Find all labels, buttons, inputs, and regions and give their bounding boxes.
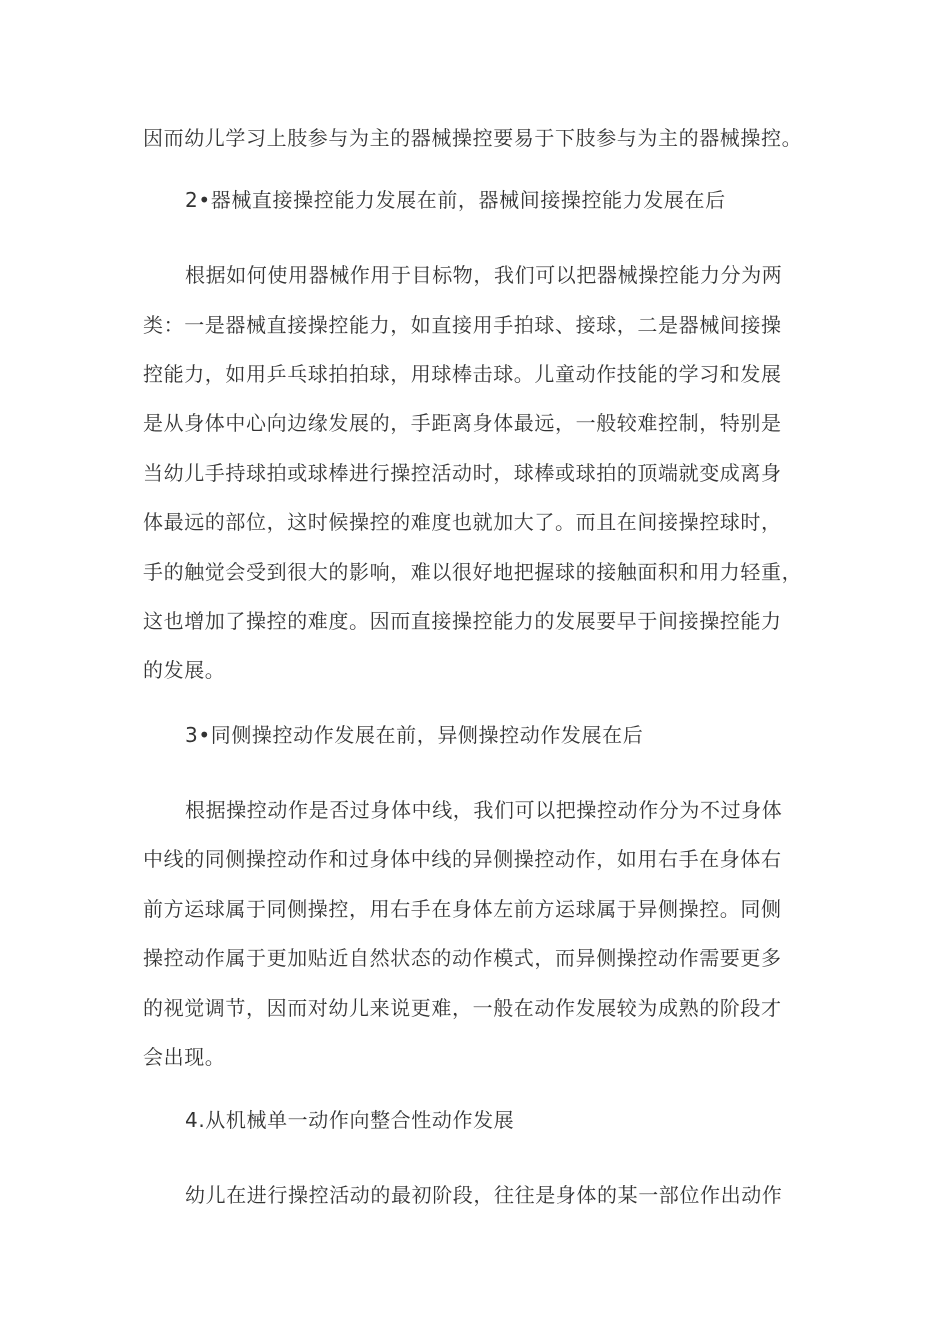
paragraph-line: 体最远的部位，这时候操控的难度也就加大了。而且在间接操控球时， <box>143 510 782 534</box>
paragraph-line: 类：一是器械直接操控能力，如直接用手拍球、接球，二是器械间接操 <box>143 313 782 337</box>
paragraph-line: 控能力，如用乒乓球拍拍球，用球棒击球。儿童动作技能的学习和发展 <box>143 362 782 386</box>
paragraph-line: 根据操控动作是否过身体中线，我们可以把操控动作分为不过身体 <box>185 798 783 822</box>
paragraph-line: 中线的同侧操控动作和过身体中线的异侧操控动作，如用右手在身体右 <box>143 847 782 871</box>
paragraph-line: 的视觉调节，因而对幼儿来说更难，一般在动作发展较为成熟的阶段才 <box>143 996 782 1020</box>
paragraph-line: 是从身体中心向边缘发展的，手距离身体最远，一般较难控制，特别是 <box>143 411 782 435</box>
paragraph-line: 的发展。 <box>143 658 226 682</box>
paragraph-line: 前方运球属于同侧操控，用右手在身体左前方运球属于异侧操控。同侧 <box>143 897 782 921</box>
paragraph-line: 幼儿在进行操控活动的最初阶段，往往是身体的某一部位作出动作 <box>185 1183 783 1207</box>
paragraph-line: 根据如何使用器械作用于目标物，我们可以把器械操控能力分为两 <box>185 263 783 287</box>
section-heading: 2•器械直接操控能力发展在前，器械间接操控能力发展在后 <box>185 188 726 212</box>
paragraph-line: 这也增加了操控的难度。因而直接操控能力的发展要早于间接操控能力 <box>143 609 782 633</box>
paragraph-line: 因而幼儿学习上肢参与为主的器械操控要易于下肢参与为主的器械操控。 <box>143 126 803 150</box>
paragraph-line: 操控动作属于更加贴近自然状态的动作模式，而异侧操控动作需要更多 <box>143 946 782 970</box>
section-heading: 3•同侧操控动作发展在前，异侧操控动作发展在后 <box>185 723 644 747</box>
section-heading: 4.从机械单一动作向整合性动作发展 <box>185 1108 515 1132</box>
paragraph-line: 当幼儿手持球拍或球棒进行操控活动时，球棒或球拍的顶端就变成离身 <box>143 461 782 485</box>
paragraph-line: 手的触觉会受到很大的影响，难以很好地把握球的接触面积和用力轻重， <box>143 560 803 584</box>
paragraph-line: 会出现。 <box>143 1045 226 1069</box>
